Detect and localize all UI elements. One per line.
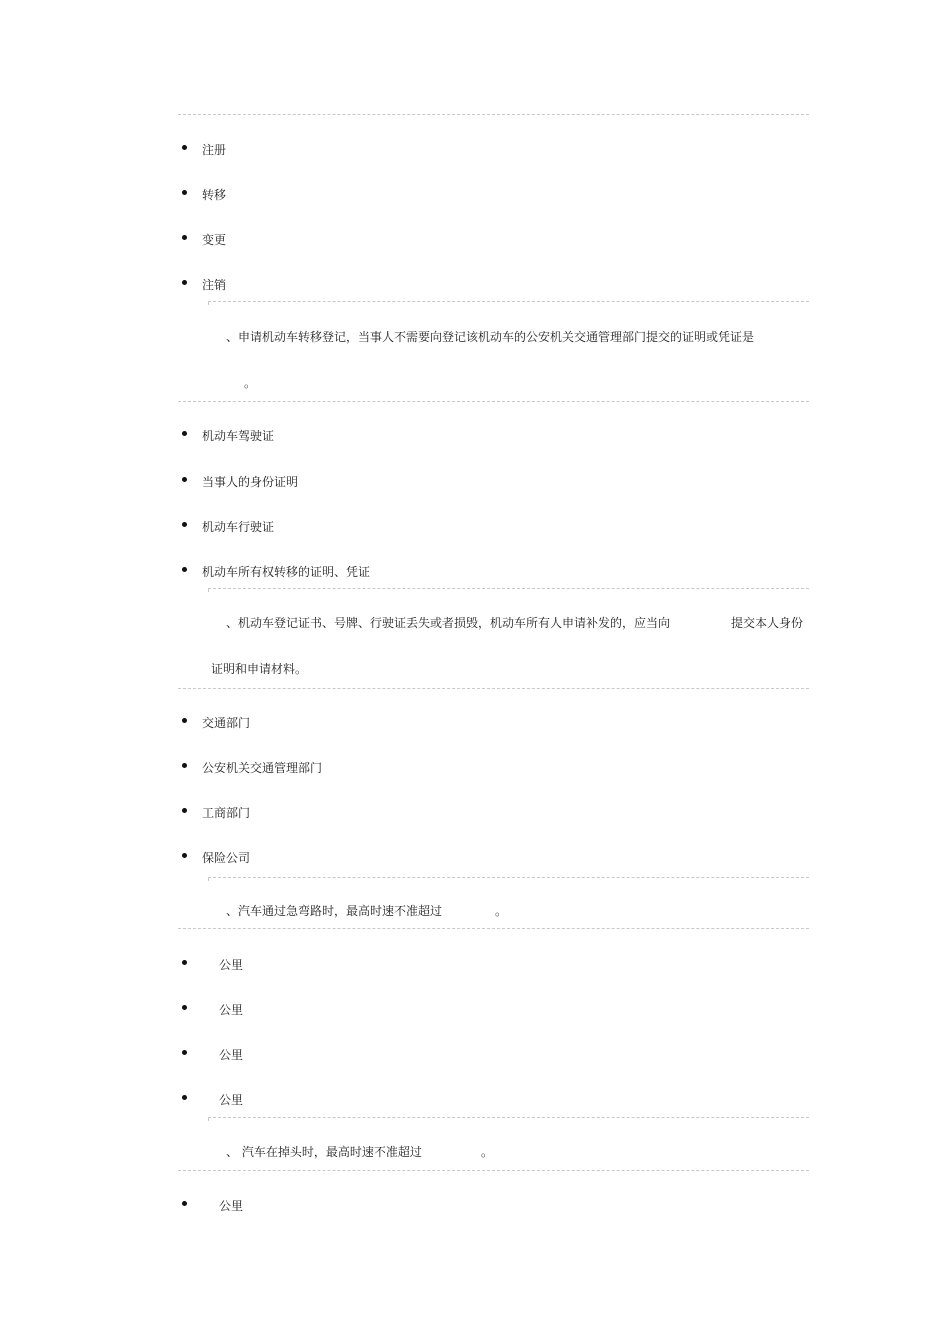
bullet-icon xyxy=(182,960,187,965)
option-label[interactable]: 公里 xyxy=(219,1199,244,1213)
question-divider xyxy=(208,877,809,878)
option-label[interactable]: 当事人的身份证明 xyxy=(202,475,299,489)
option-label[interactable]: 公里 xyxy=(219,958,244,972)
option-label[interactable]: 变更 xyxy=(202,233,227,247)
divider-tick xyxy=(208,877,209,881)
question-divider xyxy=(208,588,809,589)
bullet-icon xyxy=(182,853,187,858)
divider-tick xyxy=(208,1117,209,1121)
question-divider xyxy=(208,1117,809,1118)
bullet-icon xyxy=(182,567,187,572)
option-label[interactable]: 机动车所有权转移的证明、凭证 xyxy=(202,565,371,579)
bullet-icon xyxy=(182,1005,187,1010)
option-label[interactable]: 注册 xyxy=(202,143,227,157)
section-divider xyxy=(178,114,809,115)
bullet-icon xyxy=(182,431,187,436)
option-label[interactable]: 工商部门 xyxy=(202,806,251,820)
option-label[interactable]: 机动车驾驶证 xyxy=(202,429,275,443)
bullet-icon xyxy=(182,477,187,482)
question-prompt-end: 。 xyxy=(495,904,508,918)
option-label[interactable]: 转移 xyxy=(202,188,227,202)
question-prompt: 、机动车登记证书、号牌、行驶证丢失或者损毁，机动车所有人申请补发的，应当向 xyxy=(226,616,671,630)
section-divider xyxy=(178,1170,809,1171)
option-label[interactable]: 机动车行驶证 xyxy=(202,520,275,534)
option-label[interactable]: 注销 xyxy=(202,278,227,292)
bullet-icon xyxy=(182,522,187,527)
question-prompt-continued: 提交本人身份 xyxy=(731,616,804,630)
question-prompt-end: 。 xyxy=(481,1145,494,1159)
section-divider xyxy=(178,401,809,402)
bullet-icon xyxy=(182,235,187,240)
bullet-icon xyxy=(182,1201,187,1206)
option-label[interactable]: 公安机关交通管理部门 xyxy=(202,761,323,775)
bullet-icon xyxy=(182,280,187,285)
bullet-icon xyxy=(182,808,187,813)
question-divider xyxy=(208,301,809,302)
bullet-icon xyxy=(182,190,187,195)
section-divider xyxy=(178,688,809,689)
bullet-icon xyxy=(182,718,187,723)
question-prompt-end: 。 xyxy=(244,376,257,390)
section-divider xyxy=(178,928,809,929)
divider-tick xyxy=(208,588,209,592)
option-label[interactable]: 交通部门 xyxy=(202,716,251,730)
bullet-icon xyxy=(182,763,187,768)
option-label[interactable]: 公里 xyxy=(219,1093,244,1107)
option-label[interactable]: 公里 xyxy=(219,1003,244,1017)
bullet-icon xyxy=(182,1095,187,1100)
option-label[interactable]: 公里 xyxy=(219,1048,244,1062)
question-prompt: 、汽车通过急弯路时，最高时速不准超过 xyxy=(226,904,443,918)
bullet-icon xyxy=(182,145,187,150)
divider-tick xyxy=(208,301,209,305)
question-prompt-line2: 证明和申请材料。 xyxy=(211,662,308,676)
question-prompt: 、 汽车在掉头时，最高时速不准超过 xyxy=(226,1145,422,1159)
question-prompt: 、申请机动车转移登记，当事人不需要向登记该机动车的公安机关交通管理部门提交的证明或凭证是 xyxy=(226,330,755,344)
bullet-icon xyxy=(182,1050,187,1055)
option-label[interactable]: 保险公司 xyxy=(202,851,251,865)
